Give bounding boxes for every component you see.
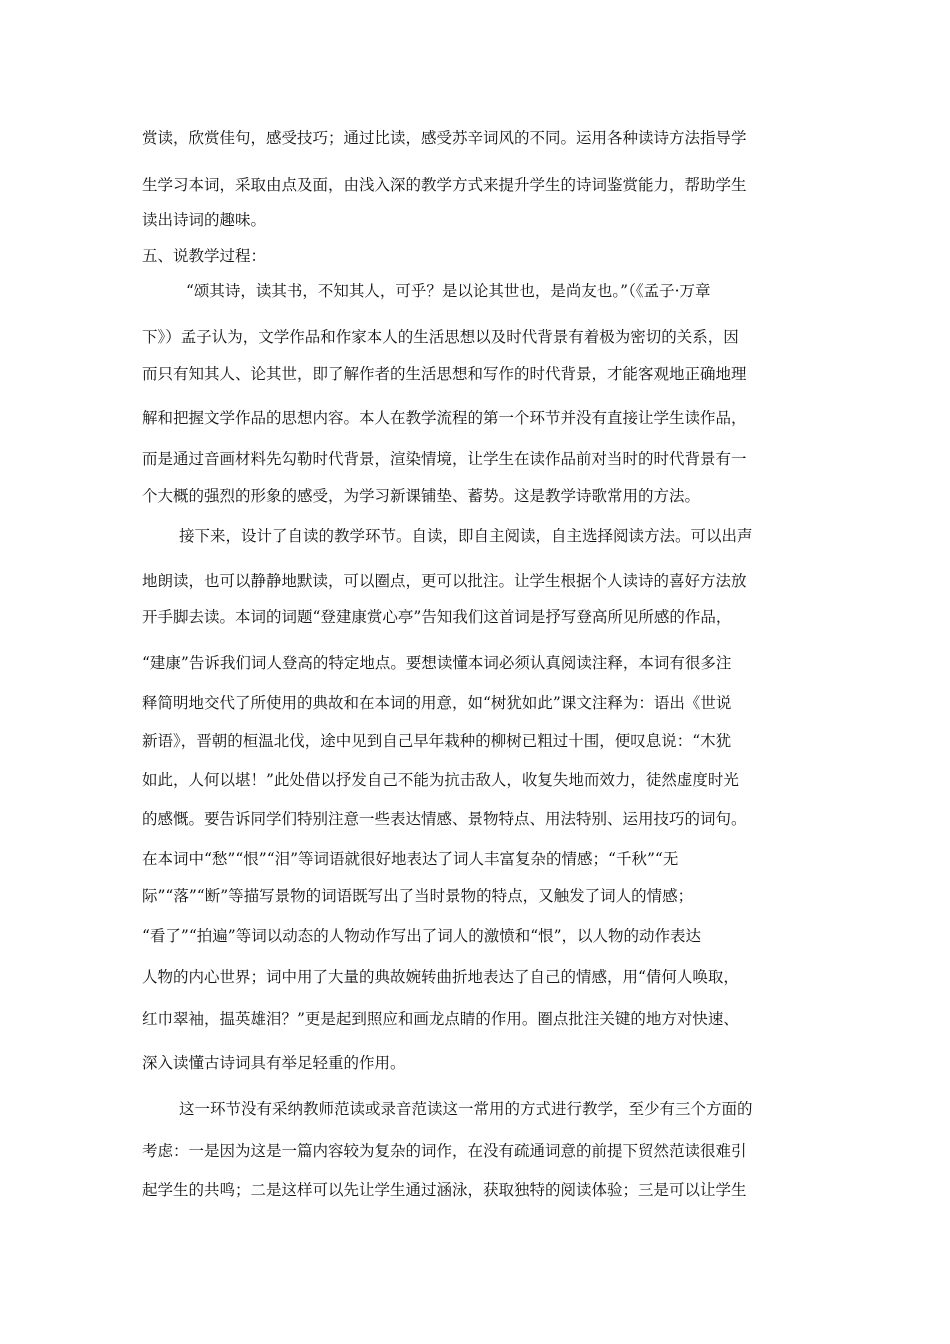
text-line: 而是通过音画材料先勾勒时代背景，渲染情境，让学生在读作品前对当时的时代背景有一 xyxy=(142,450,747,468)
text-line: 释简明地交代了所使用的典故和在本词的用意，如“树犹如此”课文注释为：语出《世说 xyxy=(142,694,732,712)
text-line: 考虑：一是因为这是一篇内容较为复杂的词作，在没有疏通词意的前提下贸然范读很难引 xyxy=(142,1142,747,1160)
text-line: 赏读，欣赏佳句，感受技巧；通过比读，感受苏辛词风的不同。运用各种读诗方法指导学 xyxy=(142,129,747,147)
text-line: “看了”“拍遍”等词以动态的人物动作写出了词人的激愤和“恨”，以人物的动作表达 xyxy=(142,927,702,945)
text-line: 的感慨。要告诉同学们特别注意一些表达情感、景物特点、用法特别、运用技巧的词句。 xyxy=(142,810,747,828)
text-line: 新语》，晋朝的桓温北伐，途中见到自己早年栽种的柳树已粗过十围，便叹息说：“木犹 xyxy=(142,732,732,750)
text-line: 深入读懂古诗词具有举足轻重的作用。 xyxy=(142,1054,406,1072)
text-line: 这一环节没有采纳教师范读或录音范读这一常用的方式进行教学，至少有三个方面的 xyxy=(179,1100,753,1118)
text-line: 在本词中“愁”“恨”“泪”等词语就很好地表达了词人丰富复杂的情感；“千秋”“无 xyxy=(142,850,679,868)
text-line: 解和把握文学作品的思想内容。本人在教学流程的第一个环节并没有直接让学生读作品， xyxy=(142,409,747,427)
text-line: 个大概的强烈的形象的感受，为学习新课铺垫、蓄势。这是教学诗歌常用的方法。 xyxy=(142,487,701,505)
text-line: 开手脚去读。本词的词题“登建康赏心亭”告知我们这首词是抒写登高所见所感的作品， xyxy=(142,608,732,626)
text-line: “颂其诗，读其书，不知其人，可乎？是以论其世也，是尚友也。”（《孟子·万章 xyxy=(186,282,711,300)
text-line: 红巾翠袖，揾英雄泪？”更是起到照应和画龙点睛的作用。圈点批注关键的地方对快速、 xyxy=(142,1010,739,1028)
text-line: 如此，人何以堪！”此处借以抒发自己不能为抗击敌人，收复失地而效力，徒然虚度时光 xyxy=(142,771,739,789)
text-line: 地朗读，也可以静静地默读，可以圈点，更可以批注。让学生根据个人读诗的喜好方法放 xyxy=(142,572,747,590)
text-line: 生学习本词，采取由点及面，由浅入深的教学方式来提升学生的诗词鉴赏能力，帮助学生 xyxy=(142,176,747,194)
heading-line: 五、说教学过程： xyxy=(142,247,267,265)
text-line: 读出诗词的趣味。 xyxy=(142,211,267,229)
text-line: 际”“落”“断”等描写景物的词语既写出了当时景物的特点，又触发了词人的情感； xyxy=(142,887,694,905)
text-line: 下》）孟子认为，文学作品和作家本人的生活思想以及时代背景有着极为密切的关系，因 xyxy=(142,328,739,346)
text-line: 接下来，设计了自读的教学环节。自读，即自主阅读，自主选择阅读方法。可以出声 xyxy=(179,527,753,545)
text-line: “建康”告诉我们词人登高的特定地点。要想读懂本词必须认真阅读注释，本词有很多注 xyxy=(142,654,732,672)
text-line: 而只有知其人、论其世，即了解作者的生活思想和写作的时代背景，才能客观地正确地理 xyxy=(142,365,747,383)
text-line: 起学生的共鸣；二是这样可以先让学生通过涵泳，获取独特的阅读体验；三是可以让学生 xyxy=(142,1181,747,1199)
text-line: 人物的内心世界；词中用了大量的典故婉转曲折地表达了自己的情感，用“倩何人唤取， xyxy=(142,968,739,986)
